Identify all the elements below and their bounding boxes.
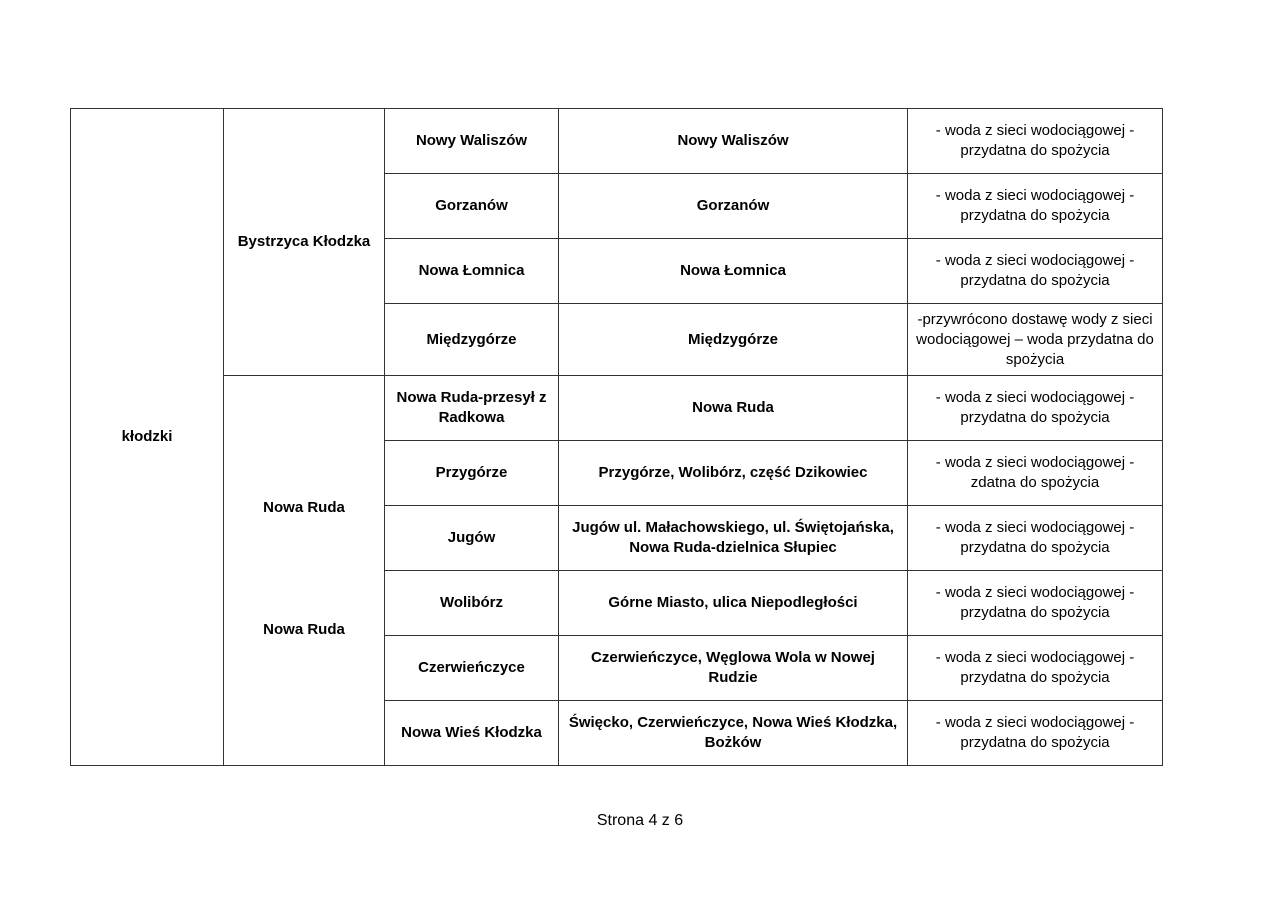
status-cell: - woda z sieci wodociągowej - przydatna do spożycia xyxy=(908,109,1163,174)
area-cell: Nowa Ruda xyxy=(559,376,908,441)
zone-cell: Nowa Ruda-przesył z Radkowa xyxy=(385,376,559,441)
commune-cell-bystrzyca: Bystrzyca Kłodzka xyxy=(224,109,385,376)
zone-cell: Czerwieńczyce xyxy=(385,636,559,701)
zone-cell: Nowa Wieś Kłodzka xyxy=(385,701,559,766)
table-row xyxy=(71,376,1163,441)
status-cell: - woda z sieci wodociągowej - przydatna do spożycia xyxy=(908,571,1163,636)
status-cell: - woda z sieci wodociągowej - przydatna do spożycia xyxy=(908,701,1163,766)
status-cell: - woda z sieci wodociągowej - zdatna do spożycia xyxy=(908,441,1163,506)
status-cell: - woda z sieci wodociągowej - przydatna do spożycia xyxy=(908,376,1163,441)
county-cell: kłodzki xyxy=(71,109,224,766)
zone-cell: Wolibórz xyxy=(385,571,559,636)
area-cell: Gorzanów xyxy=(559,174,908,239)
area-cell: Nowa Łomnica xyxy=(559,239,908,304)
table-row xyxy=(71,109,1163,174)
zone-cell: Jugów xyxy=(385,506,559,571)
area-cell: Święcko, Czerwieńczyce, Nowa Wieś Kłodzka, Bożków xyxy=(559,701,908,766)
commune-cell-nowa-ruda xyxy=(224,376,385,766)
zone-cell: Nowa Łomnica xyxy=(385,239,559,304)
zone-cell: Przygórze xyxy=(385,441,559,506)
area-cell: Nowy Waliszów xyxy=(559,109,908,174)
status-cell: - woda z sieci wodociągowej - przydatna do spożycia xyxy=(908,506,1163,571)
status-cell: -przywrócono dostawę wody z sieci wodociągowej – woda przydatna do spożycia xyxy=(908,304,1163,376)
area-cell: Czerwieńczyce, Węglowa Wola w Nowej Rudzie xyxy=(559,636,908,701)
zone-cell: Gorzanów xyxy=(385,174,559,239)
area-cell: Górne Miasto, ulica Niepodległości xyxy=(559,571,908,636)
area-cell: Międzygórze xyxy=(559,304,908,376)
status-cell: - woda z sieci wodociągowej - przydatna do spożycia xyxy=(908,636,1163,701)
status-cell: - woda z sieci wodociągowej - przydatna do spożycia xyxy=(908,239,1163,304)
area-cell: Jugów ul. Małachowskiego, ul. Świętojańska, Nowa Ruda-dzielnica Słupiec xyxy=(559,506,908,571)
water-quality-table xyxy=(70,108,1163,766)
area-cell: Przygórze, Wolibórz, część Dzikowiec xyxy=(559,441,908,506)
zone-cell: Nowy Waliszów xyxy=(385,109,559,174)
commune-label-nowa-ruda: Nowa Ruda xyxy=(263,499,345,516)
commune-label-nowa-ruda: Nowa Ruda xyxy=(263,621,345,638)
zone-cell: Międzygórze xyxy=(385,304,559,376)
status-cell: - woda z sieci wodociągowej - przydatna do spożycia xyxy=(908,174,1163,239)
page-number: Strona 4 z 6 xyxy=(596,812,684,829)
